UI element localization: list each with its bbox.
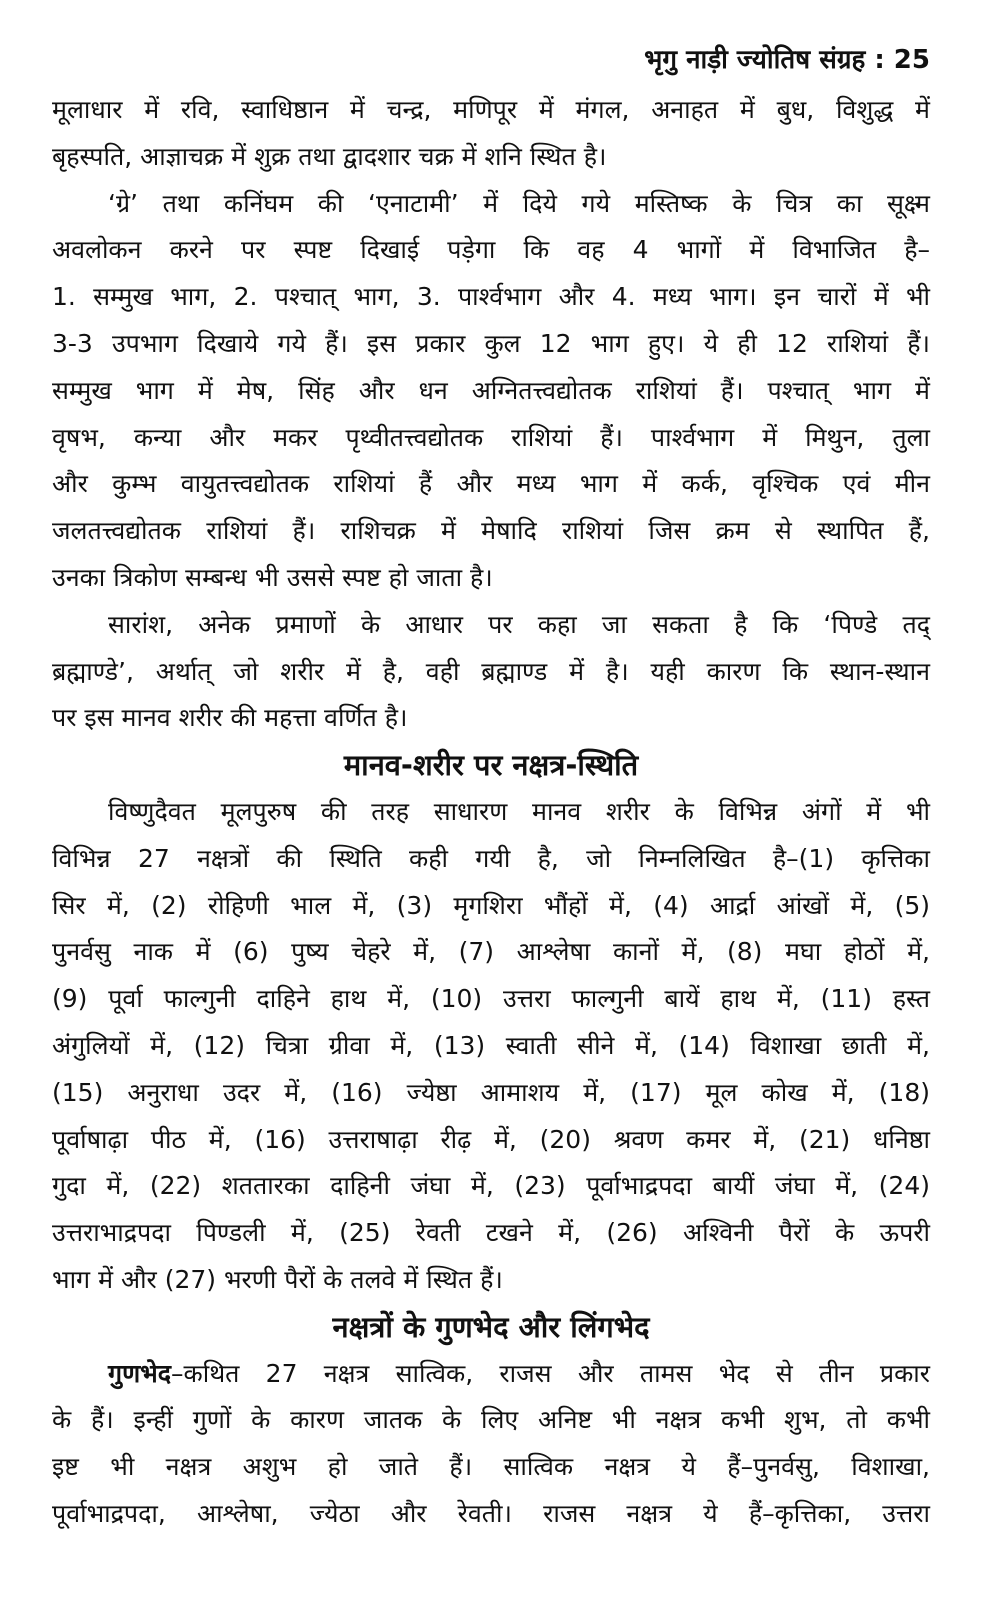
text-line: अंगुलियों में, (12) चित्रा ग्रीवा में, (13) स्वाती सीने में, (14) विशाखा छाती में, [52, 1030, 930, 1060]
text-line: पर इस मानव शरीर की महत्ता वर्णित है। [52, 703, 408, 733]
text-line: अवलोकन करने पर स्पष्ट दिखाई पड़ेगा कि वह 4 भागों में विभाजित है– [52, 235, 930, 265]
text-line [52, 1351, 930, 1398]
text-line: जलतत्त्वद्योतक राशियां हैं। राशिचक्र में मेषादि राशियां जिस क्रम से स्थापित हैं, [52, 516, 930, 546]
paragraph [52, 602, 930, 742]
text-line: मूलाधार में रवि, स्वाधिष्ठान में चन्द्र, मणिपूर में मंगल, अनाहत में बुध, विशुद्ध में [52, 95, 930, 124]
text-line: सिर में, (2) रोहिणी भाल में, (3) मृगशिरा भौंहों में, (4) आर्द्रा आंखों में, (5) [52, 890, 930, 920]
paragraph [52, 789, 930, 1304]
paragraph [52, 181, 930, 602]
text-line: ब्रह्माण्डे’, अर्थात् जो शरीर में है, वही ब्रह्माण्ड में है। यही कारण कि स्थान-स्थान [52, 656, 930, 686]
text-line: उनका त्रिकोण सम्बन्ध भी उससे स्पष्ट हो जाता है। [52, 562, 493, 592]
text-span: –कथित 27 नक्षत्र सात्विक, राजस और तामस भेद से तीन प्रकार [171, 1358, 930, 1388]
text-line: (15) अनुराधा उदर में, (16) ज्येष्ठा आमाशय में, (17) मूल कोख में, (18) [52, 1077, 930, 1107]
text-line: 1. सम्मुख भाग, 2. पश्चात् भाग, 3. पार्श्वभाग और 4. मध्य भाग। इन चारों में भी [52, 282, 930, 312]
text-line: इष्ट भी नक्षत्र अशुभ हो जाते हैं। सात्विक नक्षत्र ये हैं–पुनर्वसु, विशाखा, [52, 1452, 930, 1482]
text-line: (9) पूर्वा फाल्गुनी दाहिने हाथ में, (10) उत्तरा फाल्गुनी बायें हाथ में, (11) हस्त [52, 984, 930, 1014]
text-line: पूर्वाभाद्रपदा, आश्लेषा, ज्येठा और रेवती। राजस नक्षत्र ये हैं–कृत्तिका, उत्तरा [52, 1498, 930, 1528]
paragraph-lead: गुणभेद [108, 1358, 172, 1388]
paragraph [52, 1351, 930, 1538]
text-line: उत्तराभाद्रपदा पिण्डली में, (25) रेवती टखने में, (26) अश्विनी पैरों के ऊपरी [52, 1218, 930, 1248]
text-line: भाग में और (27) भरणी पैरों के तलवे में स्थित हैं। [52, 1264, 503, 1294]
text-line: वृषभ, कन्या और मकर पृथ्वीतत्त्वद्योतक राशियां हैं। पार्श्वभाग में मिथुन, तुला [52, 422, 930, 452]
text-line: के हैं। इन्हीं गुणों के कारण जातक के लिए अनिष्ट भी नक्षत्र कभी शुभ, तो कभी [52, 1405, 930, 1435]
text-line: सारांश, अनेक प्रमाणों के आधार पर कहा जा सकता है कि ‘पिण्डे तद् [108, 609, 930, 639]
text-line: 3-3 उपभाग दिखाये गये हैं। इस प्रकार कुल 12 भाग हुए। ये ही 12 राशियां हैं। [52, 328, 930, 358]
text-line: गुदा में, (22) शततारका दाहिनी जंघा में, (23) पूर्वाभाद्रपदा बायीं जंघा में, (24) [52, 1171, 930, 1201]
page-body [52, 87, 930, 1538]
section-heading: मानव-शरीर पर नक्षत्र-स्थिति [343, 748, 639, 783]
text-line: विभिन्न 27 नक्षत्रों की स्थिति कही गयी है, जो निम्नलिखित है–(1) कृत्तिका [52, 843, 930, 873]
text-line: और कुम्भ वायुतत्त्वद्योतक राशियां हैं और मध्य भाग में कर्क, वृश्चिक एवं मीन [52, 469, 930, 499]
text-line: पुनर्वसु नाक में (6) पुष्य चेहरे में, (7) आश्लेषा कानों में, (8) मघा होठों में, [52, 937, 930, 967]
text-line: विष्णुदैवत मूलपुरुष की तरह साधारण मानव शरीर के विभिन्न अंगों में भी [108, 796, 930, 826]
text-line: बृहस्पति, आज्ञाचक्र में शुक्र तथा द्वादशार चक्र में शनि स्थित है। [52, 141, 607, 171]
text-line: पूर्वाषाढ़ा पीठ में, (16) उत्तराषाढ़ा रीढ़ में, (20) श्रवण कमर में, (21) धनिष्ठा [52, 1124, 930, 1154]
section-heading: नक्षत्रों के गुणभेद और लिंगभेद [332, 1309, 650, 1344]
paragraph [52, 87, 930, 181]
running-head: भृगु नाड़ी ज्योतिष संग्रह : 25 [644, 45, 930, 75]
text-line: सम्मुख भाग में मेष, सिंह और धन अग्नितत्त्वद्योतक राशियां हैं। पश्चात् भाग में [52, 375, 930, 405]
text-line: ‘ग्रे’ तथा कनिंघम की ‘एनाटामी’ में दिये गये मस्तिष्क के चित्र का सूक्ष्म [108, 188, 930, 218]
